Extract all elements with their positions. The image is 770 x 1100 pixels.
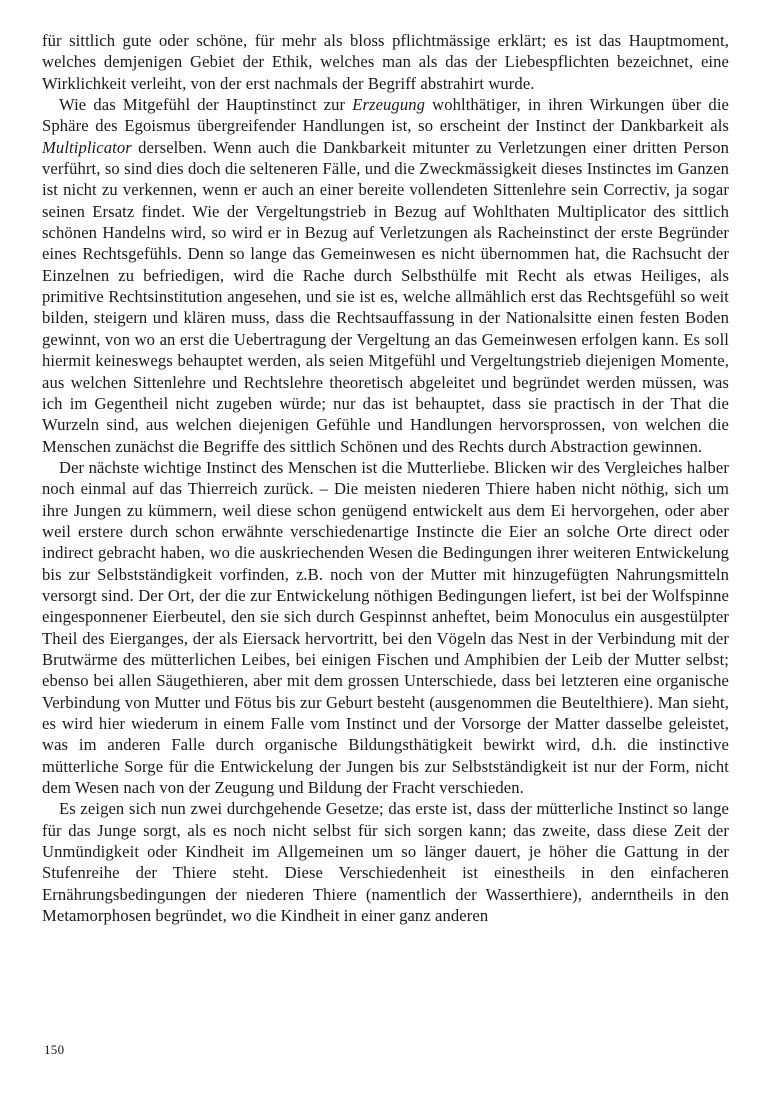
- page-number: 150: [44, 1042, 65, 1057]
- paragraph: [42, 798, 729, 926]
- text-run: wohlthätiger, in ihren Wirkungen über die Sphäre des Egoismus übergreifender Handlungen ist, so erscheint der Instinct der Dankbarkeit als: [42, 95, 729, 136]
- text-run: für sittlich gute oder schöne, für mehr als bloss pflichtmässige erklärt; es ist das Hauptmoment, welches demjenigen Gebiet der Ethik, welches man als das der Liebespflichten bezeichnet, eine Wirklichkeit verleiht, von der erst nachmals der Begriff abstrahirt wurde.: [42, 31, 729, 93]
- paragraph: [42, 457, 729, 799]
- text-run: Der nächste wichtige Instinct des Menschen ist die Mutterliebe. Blicken wir des Vergleiches halber noch einmal auf das Thierreich zurück. – Die meisten niederen Thiere haben nicht nöthig, sich um ihre Jungen zu kümmern, weil diese schon genügend entwickelt aus dem Ei hervorgehen, oder aber weil erstere durch schon erwähnte verschiedenartige Instincte die Eier an solche Orte direct oder indirect gebracht haben, wo die auskriechenden Wesen die Bedingungen ihrer weiteren Entwickelung bis zur Selbstständigkeit vorfinden, z.B. noch von der Mutter mit hinzugefügten Nahrungsmitteln versorgt sind. Der Ort, der die zur Entwickelung nöthigen Bedingungen liefert, ist bei der Wolfspinne eingesponnener Eierbeutel, den sie sich durch Gespinnst anheftet, beim Monoculus ein ausgestülpter Theil des Eierganges, der als Eiersack hervortritt, bei den Vögeln das Nest in der Verbindung mit der Brutwärme des mütterlichen Leibes, bei einigen Fischen und Amphibien der Leib der Mutter selbst; ebenso bei allen Säugethieren, aber mit dem grossen Unterschiede, dass bei letzteren eine organische Verbindung von Mutter und Fötus bis zur Geburt besteht (ausgenommen die Beutelthiere). Man sieht, es wird hier wiederum in einem Falle vom Instinct und der Vorsorge der Matter dasselbe geleistet, was im anderen Falle durch organische Bildungsthätigkeit bewirkt wird, d.h. die instinctive mütterliche Sorge für die Entwickelung der Jungen bis zur Selbstständigkeit ist nur der Form, nicht dem Wesen nach von der Zeugung und Bildung der Fracht verschieden.: [42, 457, 729, 798]
- italic-text-run: Multiplicator: [42, 137, 132, 157]
- body-text: [42, 30, 729, 926]
- paragraph: [42, 30, 729, 94]
- text-run: derselben. Wenn auch die Dankbarkeit mitunter zu Verletzungen einer dritten Person verführt, so sind dies doch die selteneren Fälle, und die Zweckmässigkeit dieses Instinctes im Ganzen ist nicht zu verkennen, wenn er auch an einer bereite vollendeten Sittenlehre sein Correctiv, ja sogar seinen Ersatz findet. Wie der Vergeltungstrieb in Bezug auf Wohlthaten Multiplicator des sittlich schönen Handelns wird, so wird er in Bezug auf Verletzungen als Racheinstinct der erste Begründer eines Rechtsgefühls. Denn so lange das Gemeinwesen es nicht übernommen hat, die Rachsucht der Einzelnen zu befriedigen, wird die Rache durch Selbsthülfe mit Recht als etwas Heiliges, als primitive Rechtsinstitution angesehen, und sie ist es, welche allmählich erst das Rechtsgefühl so weit bilden, steigern und klären muss, dass die Rechtsauffassung in der Nationalsitte einen festen Boden gewinnt, von wo an erst die Uebertragung der Vergeltung an das Gemeinwesen erfolgen kann. Es soll hiermit keineswegs behauptet werden, als seien Mitgefühl und Vergeltungstrieb diejenigen Momente, aus welchen Sittenlehre und Rechtslehre theoretisch abgeleitet und begründet werden müssen, was ich im Gegentheil nicht zugeben würde; nur das ist behauptet, dass sie practisch in der That die Wurzeln sind, aus welchen diejenigen Gefühle und Handlungen hervorsprossen, von welchen die Menschen zunächst die Begriffe des sittlich Schönen und des Rechts durch Abstraction gewinnen.: [42, 137, 729, 456]
- italic-text-run: Erzeugung: [352, 95, 426, 115]
- paragraph: [42, 94, 729, 457]
- text-run: Es zeigen sich nun zwei durchgehende Gesetze; das erste ist, dass der mütterliche Instinct so lange für das Junge sorgt, als es noch nicht selbst für sich sorgen kann; das zweite, dass diese Zeit der Unmündigkeit oder Kindheit im Allgemeinen um so länger dauert, je höher die Gattung in der Stufenreihe der Thiere steht. Diese Verschiedenheit ist einestheils in den einfacheren Ernährungsbedingungen der niederen Thiere (namentlich der Wasserthiere), anderntheils in den Metamorphosen begründet, wo die Kindheit in einer ganz anderen: [42, 799, 729, 926]
- text-run: Wie das Mitgefühl der Hauptinstinct zur: [59, 95, 353, 115]
